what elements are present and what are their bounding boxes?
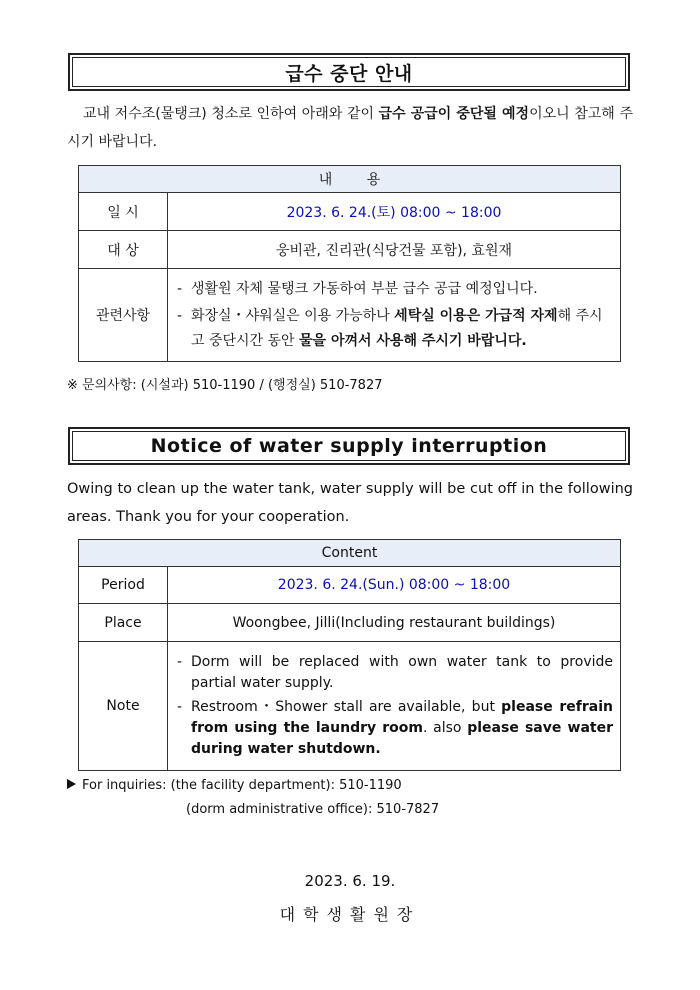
korean-intro-pre: 교내 저수조(물탱크) 청소로 인하여 아래와 같이 <box>83 106 379 122</box>
korean-contact: ※ 문의사항: (시설과) 510-1190 / (행정실) 510-7827 <box>67 378 383 393</box>
table-row <box>79 642 621 771</box>
english-contact-line-1: For inquiries: (the facility department): 510-1190 <box>67 778 402 793</box>
korean-intro <box>67 100 633 156</box>
korean-date-value: 2023. 6. 24.(토) 08:00 ~ 18:00 <box>168 193 621 231</box>
table-row <box>79 567 621 604</box>
english-contact-line-2: (dorm administrative office): 510-7827 <box>186 802 440 817</box>
english-period-value: 2023. 6. 24.(Sun.) 08:00 ~ 18:00 <box>168 567 621 604</box>
english-note-2: - Restroom・Shower stall are available, but please refrain from using the laundry room. also please save water during water shutdown. <box>175 697 613 760</box>
korean-notes-cell <box>168 269 621 362</box>
korean-table-header: 내 용 <box>79 166 621 193</box>
korean-target-value: 웅비관, 진리관(식당건물 포함), 효원재 <box>168 231 621 269</box>
english-period-label: Period <box>79 567 168 604</box>
table-row <box>79 193 621 231</box>
english-note-label: Note <box>79 642 168 771</box>
korean-title: 급수 중단 안내 <box>285 62 413 85</box>
korean-target-label: 대 상 <box>79 231 168 269</box>
table-row <box>79 604 621 642</box>
english-place-value: Woongbee, Jilli(Including restaurant buildings) <box>168 604 621 642</box>
english-place-label: Place <box>79 604 168 642</box>
english-info-table <box>78 539 621 771</box>
english-title-box <box>68 427 630 465</box>
english-note-1: - Dorm will be replaced with own water tank to provide partial water supply. <box>175 652 613 694</box>
korean-intro-post: 이오니 참고해 주시기 바랍니다. <box>67 106 633 150</box>
english-title: Notice of water supply interruption <box>150 435 548 457</box>
notice-date: 2023. 6. 19. <box>304 872 396 890</box>
triangle-bullet-icon <box>67 779 76 789</box>
korean-title-box <box>68 53 630 91</box>
english-notes-cell <box>168 642 621 771</box>
issuer-name: 대학생활원장 <box>279 905 421 924</box>
table-row <box>79 269 621 362</box>
english-intro: Owing to clean up the water tank, water supply will be cut off in the following areas. Thank you for your cooperation. <box>67 481 633 525</box>
korean-note-1: - 생활원 자체 물탱크 가동하여 부분 급수 공급 예정입니다. <box>175 277 613 302</box>
table-row <box>79 231 621 269</box>
korean-info-table <box>78 165 621 362</box>
korean-date-label: 일 시 <box>79 193 168 231</box>
english-table-header: Content <box>79 540 621 567</box>
korean-note-2: - 화장실・샤워실은 이용 가능하나 세탁실 이용은 가급적 자제해 주시고 중단시간 동안 물을 아껴서 사용해 주시기 바랍니다. <box>175 304 613 354</box>
korean-intro-bold: 급수 공급이 중단될 예정 <box>378 106 530 122</box>
korean-notes-label: 관련사항 <box>79 269 168 362</box>
